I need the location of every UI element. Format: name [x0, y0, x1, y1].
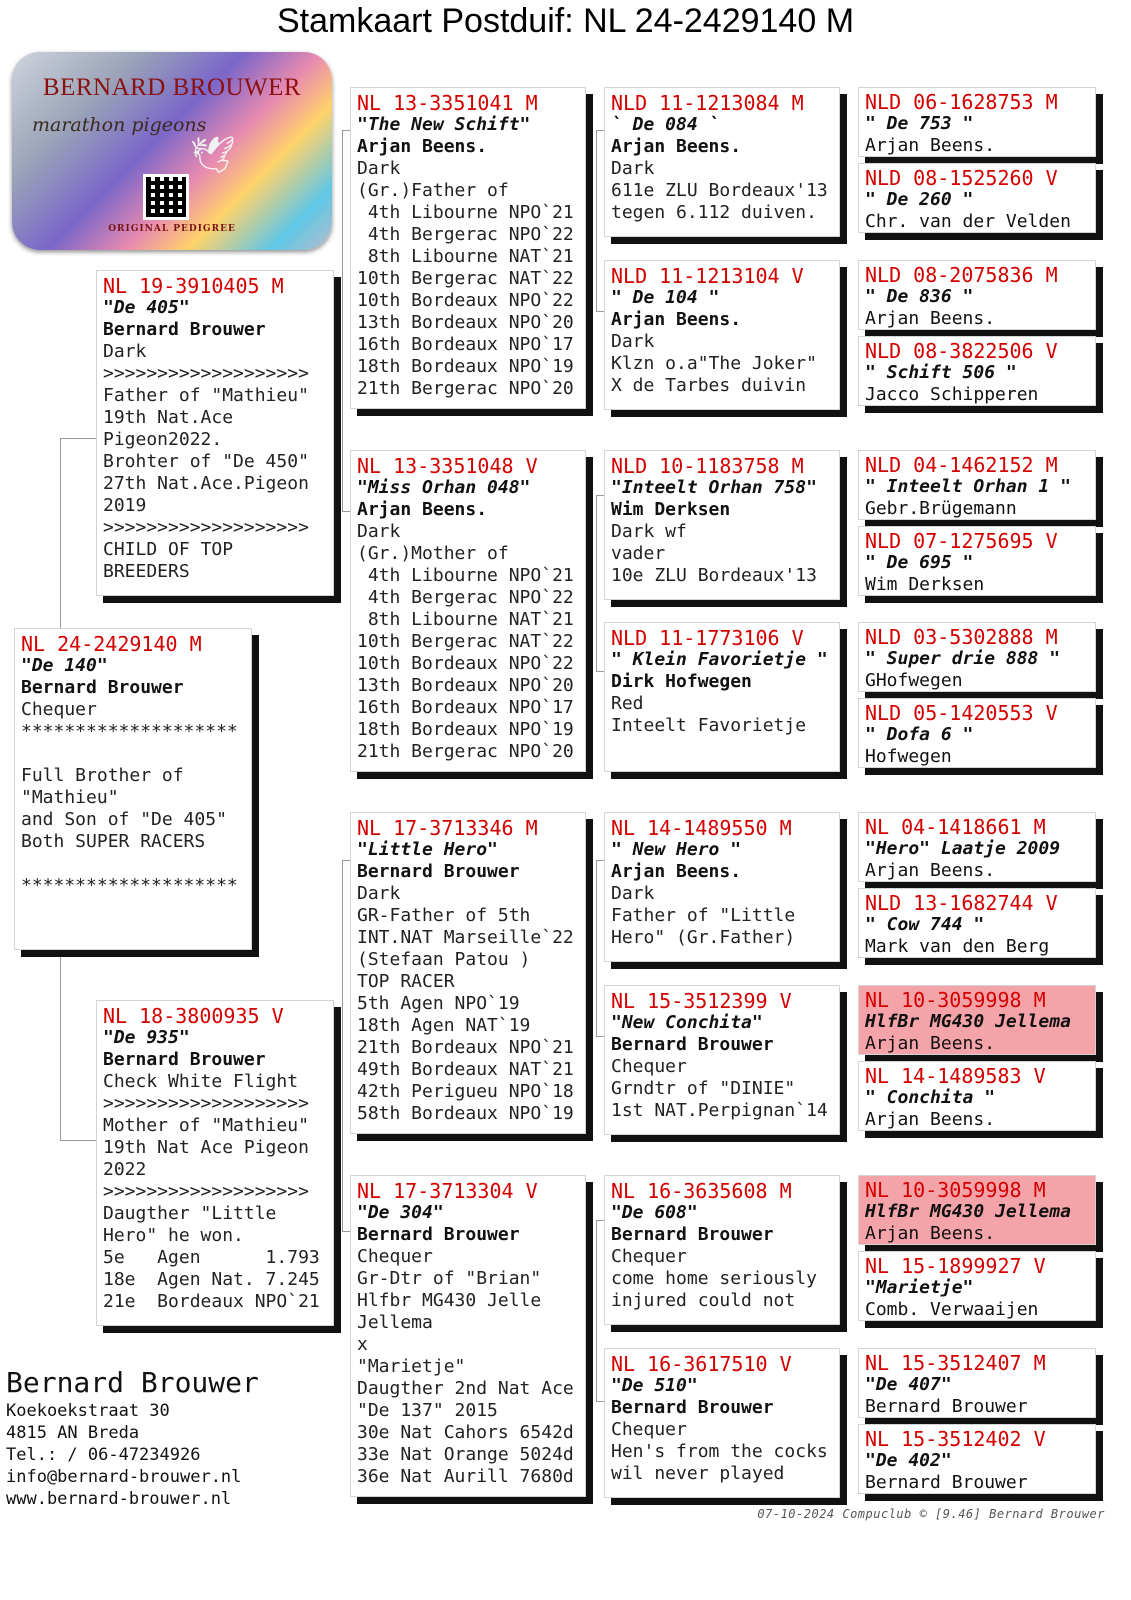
- pigeon-card-gen2[interactable]: [350, 1175, 586, 1497]
- pigeon-name: " Conchita ": [865, 1087, 996, 1108]
- pigeon-notes: [611, 1441, 833, 1485]
- note-line: Hero" he won.: [103, 1225, 244, 1246]
- ring-number: NL 04-1418661 M: [865, 815, 1046, 839]
- note-line: >>>>>>>>>>>>>>>>>>>: [103, 363, 309, 384]
- pigeon-card-gen3[interactable]: [604, 1348, 840, 1498]
- pigeon-color: Dark: [611, 158, 655, 179]
- ring-number: NL 10-3059998 M: [865, 988, 1046, 1012]
- pigeon-name: ` De 084 `: [611, 114, 720, 135]
- pigeon-notes: [611, 543, 833, 587]
- breeder-name: Chr. van der Velden: [865, 211, 1071, 232]
- pigeon-name: " De 260 ": [865, 189, 974, 210]
- pigeon-card-gen4[interactable]: [858, 450, 1096, 520]
- breeder-name: Bernard Brouwer: [611, 1034, 774, 1055]
- pigeon-card-gen3[interactable]: [604, 1175, 840, 1325]
- note-line: ********************: [21, 721, 238, 742]
- note-line: 10th Bergerac NAT`22: [357, 631, 574, 652]
- breeder-name: Hofwegen: [865, 746, 952, 767]
- breeder-name: Bernard Brouwer: [103, 319, 266, 340]
- logo-badge: ORIGINAL PEDIGREE: [108, 224, 236, 234]
- ring-number: NL 17-3713346 M: [357, 816, 538, 840]
- breeder-name: Wim Derksen: [611, 499, 731, 520]
- note-line: Brohter of "De 450": [103, 451, 309, 472]
- note-line: 18e Agen Nat. 7.245: [103, 1269, 320, 1290]
- pigeon-card-gen4[interactable]: [858, 1061, 1096, 1131]
- breeder-name: Bernard Brouwer: [103, 1049, 266, 1070]
- ring-number: NLD 05-1420553 V: [865, 701, 1058, 725]
- pigeon-name: " Schift 506 ": [865, 362, 1017, 383]
- pigeon-notes: [103, 363, 327, 583]
- breeder-name: Bernard Brouwer: [357, 861, 520, 882]
- note-line: and Son of "De 405": [21, 809, 227, 830]
- breeder-name: Arjan Beens.: [865, 1223, 996, 1244]
- pigeon-name: " De 836 ": [865, 286, 974, 307]
- pigeon-card-gen4[interactable]: [858, 698, 1096, 768]
- pigeon-card-gen3[interactable]: [604, 812, 840, 962]
- pigeon-notes: [611, 1268, 833, 1312]
- note-line: Pigeon2022.: [103, 429, 223, 450]
- note-line: 16th Bordeaux NPO`17: [357, 334, 574, 355]
- pigeon-name: " De 104 ": [611, 287, 720, 308]
- note-line: Hlfbr MG430 Jelle: [357, 1290, 542, 1311]
- note-line: CHILD OF TOP: [103, 539, 234, 560]
- pigeon-name: "Little Hero": [357, 839, 498, 860]
- note-line: (Gr.)Mother of: [357, 543, 509, 564]
- breeder-name: Bernard Brouwer: [865, 1396, 1028, 1417]
- breeder-name: Arjan Beens.: [357, 136, 488, 157]
- owner-name: Bernard Brouwer: [6, 1366, 259, 1399]
- ring-number: NLD 10-1183758 M: [611, 454, 804, 478]
- note-line: 58th Bordeaux NPO`19: [357, 1103, 574, 1124]
- pigeon-color: Chequer: [21, 699, 97, 720]
- pigeon-card-sire[interactable]: [96, 270, 334, 596]
- note-line: 33e Nat Orange 5024d: [357, 1444, 574, 1465]
- pigeon-card-subject[interactable]: [14, 628, 252, 950]
- connector-line: [60, 950, 97, 1141]
- breeder-name: Arjan Beens.: [865, 1109, 996, 1130]
- pigeon-notes: [611, 1078, 833, 1122]
- breeder-name: Gebr.Brügemann: [865, 498, 1017, 519]
- breeder-name: Arjan Beens.: [611, 136, 742, 157]
- pigeon-notes: [611, 905, 833, 949]
- ring-number: NL 19-3910405 M: [103, 274, 284, 298]
- pigeon-card-gen4[interactable]: [858, 1348, 1096, 1418]
- note-line: Father of "Mathieu": [103, 385, 309, 406]
- owner-phone[interactable]: Tel.: / 06-47234926: [6, 1445, 201, 1465]
- breeder-name: Bernard Brouwer: [21, 677, 184, 698]
- pigeon-color: Dark: [611, 331, 655, 352]
- breeder-name: Arjan Beens.: [611, 309, 742, 330]
- note-line: 21th Bergerac NPO`20: [357, 378, 574, 399]
- pigeon-name: "De 608": [611, 1202, 698, 1223]
- pigeon-name: " De 695 ": [865, 552, 974, 573]
- pigeon-name: " Super drie 888 ": [865, 648, 1061, 669]
- note-line: Daugther "Little: [103, 1203, 277, 1224]
- note-line: Klzn o.a"The Joker": [611, 353, 817, 374]
- pigeon-name: "New Conchita": [611, 1012, 763, 1033]
- qr-code-icon: [143, 174, 189, 220]
- pigeon-name: "De 304": [357, 1202, 444, 1223]
- ring-number: NL 14-1489583 V: [865, 1064, 1046, 1088]
- note-line: [21, 743, 245, 765]
- dove-icon: 🕊: [190, 135, 236, 176]
- ring-number: NL 15-1899927 V: [865, 1254, 1046, 1278]
- pigeon-name: "De 407": [865, 1374, 952, 1395]
- pigeon-name: "De 140": [21, 655, 108, 676]
- breeder-name: Arjan Beens.: [865, 860, 996, 881]
- breeder-name: Arjan Beens.: [865, 135, 996, 156]
- note-line: TOP RACER: [357, 971, 455, 992]
- note-line: (Gr.)Father of: [357, 180, 509, 201]
- note-line: [21, 853, 245, 875]
- note-line: Both SUPER RACERS: [21, 831, 206, 852]
- ring-number: NL 13-3351048 V: [357, 454, 538, 478]
- note-line: "Marietje": [357, 1356, 466, 1377]
- note-line: 4th Bergerac NPO`22: [357, 587, 574, 608]
- breeder-name: Jacco Schipperen: [865, 384, 1039, 405]
- pigeon-card-gen4[interactable]: [858, 1175, 1096, 1245]
- breeder-name: Mark van den Berg: [865, 936, 1050, 957]
- note-line: 13th Bordeaux NPO`20: [357, 312, 574, 333]
- pigeon-notes: [357, 180, 579, 400]
- pigeon-card-gen4[interactable]: [858, 260, 1096, 330]
- logo-brand: BERNARD BROUWER: [42, 74, 302, 101]
- breeder-name: Arjan Beens.: [357, 499, 488, 520]
- note-line: 13th Bordeaux NPO`20: [357, 675, 574, 696]
- pigeon-notes: [357, 1268, 579, 1488]
- pigeon-name: "Miss Orhan 048": [357, 477, 531, 498]
- ring-number: NL 18-3800935 V: [103, 1004, 284, 1028]
- pigeon-card-gen4[interactable]: [858, 985, 1096, 1055]
- pigeon-card-gen4[interactable]: [858, 888, 1096, 958]
- ring-number: NL 15-3512407 M: [865, 1351, 1046, 1375]
- ring-number: NLD 08-2075836 M: [865, 263, 1058, 287]
- note-line: >>>>>>>>>>>>>>>>>>>: [103, 517, 309, 538]
- pigeon-card-gen2[interactable]: [350, 87, 586, 409]
- breeder-name: Dirk Hofwegen: [611, 671, 752, 692]
- ring-number: NLD 11-1773106 V: [611, 626, 804, 650]
- pigeon-card-gen3[interactable]: [604, 260, 840, 410]
- pigeon-card-gen3[interactable]: [604, 622, 840, 772]
- note-line: 30e Nat Cahors 6542d: [357, 1422, 574, 1443]
- note-line: INT.NAT Marseille`22: [357, 927, 574, 948]
- pigeon-name: "De 935": [103, 1027, 190, 1048]
- pigeon-notes: [357, 543, 579, 763]
- footer-credit: 07-10-2024 Compuclub © [9.46] Bernard Brouwer: [757, 1507, 1105, 1521]
- pigeon-notes: [21, 721, 245, 897]
- ring-number: NL 16-3635608 M: [611, 1179, 792, 1203]
- note-line: vader: [611, 543, 666, 564]
- pigeon-card-gen4[interactable]: [858, 622, 1096, 692]
- pigeon-notes: [103, 1093, 327, 1313]
- breeder-name: Bernard Brouwer: [611, 1224, 774, 1245]
- note-line: Full Brother of: [21, 765, 184, 786]
- pigeon-color: Red: [611, 693, 644, 714]
- breeder-name: Bernard Brouwer: [357, 1224, 520, 1245]
- pigeon-name: "De 405": [103, 297, 190, 318]
- ring-number: NLD 13-1682744 V: [865, 891, 1058, 915]
- ring-number: NLD 06-1628753 M: [865, 90, 1058, 114]
- note-line: 18th Bordeaux NPO`19: [357, 719, 574, 740]
- pigeon-card-gen4[interactable]: [858, 812, 1096, 882]
- note-line: 10th Bordeaux NPO`22: [357, 653, 574, 674]
- note-line: injured could not: [611, 1290, 796, 1311]
- ring-number: NL 13-3351041 M: [357, 91, 538, 115]
- pigeon-name: " Cow 744 ": [865, 914, 985, 935]
- note-line: "Mathieu": [21, 787, 119, 808]
- note-line: X de Tarbes duivin: [611, 375, 807, 396]
- breeder-name: GHofwegen: [865, 670, 963, 691]
- pigeon-color: Dark: [611, 883, 655, 904]
- pigeon-color: Chequer: [611, 1056, 687, 1077]
- pigeon-color: Chequer: [611, 1419, 687, 1440]
- breeder-name: Bernard Brouwer: [865, 1472, 1028, 1493]
- pigeon-name: HlfBr MG430 Jellema: [865, 1201, 1071, 1222]
- note-line: 4th Libourne NPO`21: [357, 202, 574, 223]
- note-line: 42th Perigueu NPO`18: [357, 1081, 574, 1102]
- pigeon-card-gen3[interactable]: [604, 87, 840, 237]
- pigeon-color: Chequer: [357, 1246, 433, 1267]
- pigeon-name: "De 510": [611, 1375, 698, 1396]
- note-line: Jellema: [357, 1312, 433, 1333]
- note-line: 18th Bordeaux NPO`19: [357, 356, 574, 377]
- pigeon-card-gen4[interactable]: [858, 336, 1096, 406]
- note-line: (Stefaan Patou ): [357, 949, 531, 970]
- breeder-name: Arjan Beens.: [865, 1033, 996, 1054]
- pigeon-color: Dark: [357, 521, 401, 542]
- note-line: 21e Bordeaux NPO`21: [103, 1291, 320, 1312]
- owner-address: [6, 1366, 259, 1510]
- pigeon-name: " Dofa 6 ": [865, 724, 974, 745]
- pigeon-name: " New Hero ": [611, 839, 742, 860]
- pigeon-card-gen4[interactable]: [858, 87, 1096, 157]
- owner-street: Koekoekstraat 30: [6, 1401, 170, 1421]
- pigeon-card-gen4[interactable]: [858, 1424, 1096, 1494]
- note-line: 10th Bordeaux NPO`22: [357, 290, 574, 311]
- note-line: 21th Bergerac NPO`20: [357, 741, 574, 762]
- note-line: come home seriously: [611, 1268, 817, 1289]
- note-line: "De 137" 2015: [357, 1400, 498, 1421]
- breeder-name: Bernard Brouwer: [611, 1397, 774, 1418]
- note-line: Mother of "Mathieu": [103, 1115, 309, 1136]
- ring-number: NL 24-2429140 M: [21, 632, 202, 656]
- pigeon-card-gen4[interactable]: [858, 163, 1096, 233]
- note-line: GR-Father of 5th: [357, 905, 531, 926]
- note-line: Gr-Dtr of "Brian": [357, 1268, 542, 1289]
- note-line: 10th Bergerac NAT`22: [357, 268, 574, 289]
- note-line: 36e Nat Aurill 7680d: [357, 1466, 574, 1487]
- ring-number: NLD 11-1213084 M: [611, 91, 804, 115]
- pigeon-name: " De 753 ": [865, 113, 974, 134]
- pigeon-name: " Inteelt Orhan 1 ": [865, 476, 1071, 497]
- pigeon-name: " Klein Favorietje ": [611, 649, 828, 670]
- pigeon-name: HlfBr MG430 Jellema: [865, 1011, 1071, 1032]
- page-title: Stamkaart Postduif: NL 24-2429140 M: [276, 2, 855, 40]
- note-line: 18th Agen NAT`19: [357, 1015, 531, 1036]
- ring-number: NLD 08-3822506 V: [865, 339, 1058, 363]
- breeder-name: Wim Derksen: [865, 574, 985, 595]
- breeder-logo: [12, 52, 332, 250]
- owner-website[interactable]: www.bernard-brouwer.nl: [6, 1489, 232, 1509]
- connector-line: [60, 438, 75, 628]
- ring-number: NL 17-3713304 V: [357, 1179, 538, 1203]
- note-line: 5th Agen NPO`19: [357, 993, 520, 1014]
- ring-number: NLD 04-1462152 M: [865, 453, 1058, 477]
- note-line: x: [357, 1334, 368, 1355]
- pigeon-name: "Marietje": [865, 1277, 974, 1298]
- note-line: 27th Nat.Ace.Pigeon: [103, 473, 309, 494]
- ring-number: NL 15-3512402 V: [865, 1427, 1046, 1451]
- ring-number: NLD 08-1525260 V: [865, 166, 1058, 190]
- pigeon-color: Chequer: [611, 1246, 687, 1267]
- pigeon-card-gen2[interactable]: [350, 450, 586, 772]
- pigeon-color: Dark: [103, 341, 147, 362]
- note-line: 49th Bordeaux NAT`21: [357, 1059, 574, 1080]
- pigeon-color: Dark: [357, 158, 401, 179]
- note-line: 4th Libourne NPO`21: [357, 565, 574, 586]
- note-line: Daugther 2nd Nat Ace: [357, 1378, 574, 1399]
- note-line: wil never played: [611, 1463, 785, 1484]
- note-line: 21th Bordeaux NPO`21: [357, 1037, 574, 1058]
- breeder-name: Arjan Beens.: [865, 308, 996, 329]
- note-line: 8th Libourne NAT`21: [357, 246, 574, 267]
- owner-email[interactable]: info@bernard-brouwer.nl: [6, 1467, 242, 1487]
- ring-number: NLD 11-1213104 V: [611, 264, 804, 288]
- note-line: >>>>>>>>>>>>>>>>>>>: [103, 1181, 309, 1202]
- ring-number: NLD 03-5302888 M: [865, 625, 1058, 649]
- note-line: 2022: [103, 1159, 147, 1180]
- pigeon-notes: [611, 715, 833, 737]
- ring-number: NL 15-3512399 V: [611, 989, 792, 1013]
- pigeon-name: "De 402": [865, 1450, 952, 1471]
- owner-postcode: 4815 AN Breda: [6, 1423, 140, 1443]
- pigeon-card-gen3[interactable]: [604, 450, 840, 600]
- pigeon-card-gen3[interactable]: [604, 985, 840, 1135]
- ring-number: NL 10-3059998 M: [865, 1178, 1046, 1202]
- pigeon-notes: [611, 353, 833, 397]
- note-line: ********************: [21, 875, 238, 896]
- ring-number: NL 16-3617510 V: [611, 1352, 792, 1376]
- breeder-name: Comb. Verwaaijen: [865, 1299, 1039, 1320]
- note-line: 8th Libourne NAT`21: [357, 609, 574, 630]
- pigeon-notes: [611, 180, 833, 224]
- logo-subtitle: marathon pigeons: [32, 114, 207, 136]
- pigeon-card-gen2[interactable]: [350, 812, 586, 1134]
- note-line: 1st NAT.Perpignan`14: [611, 1100, 828, 1121]
- pigeon-color: Dark: [357, 883, 401, 904]
- pigeon-name: "Inteelt Orhan 758": [611, 477, 817, 498]
- note-line: BREEDERS: [103, 561, 190, 582]
- note-line: 5e Agen 1.793: [103, 1247, 320, 1268]
- note-line: Hen's from the cocks: [611, 1441, 828, 1462]
- note-line: tegen 6.112 duiven.: [611, 202, 817, 223]
- note-line: Hero" (Gr.Father): [611, 927, 796, 948]
- note-line: Grndtr of "DINIE": [611, 1078, 796, 1099]
- note-line: >>>>>>>>>>>>>>>>>>>: [103, 1093, 309, 1114]
- note-line: 10e ZLU Bordeaux'13: [611, 565, 817, 586]
- pigeon-color: Dark wf: [611, 521, 687, 542]
- note-line: Inteelt Favorietje: [611, 715, 807, 736]
- ring-number: NLD 07-1275695 V: [865, 529, 1058, 553]
- note-line: 16th Bordeaux NPO`17: [357, 697, 574, 718]
- pigeon-card-dam[interactable]: [96, 1000, 334, 1326]
- pigeon-notes: [357, 905, 579, 1125]
- pigeon-card-gen4[interactable]: [858, 1251, 1096, 1321]
- note-line: 611e ZLU Bordeaux'13: [611, 180, 828, 201]
- note-line: Father of "Little: [611, 905, 796, 926]
- note-line: 2019: [103, 495, 147, 516]
- pigeon-name: "The New Schift": [357, 114, 531, 135]
- note-line: 4th Bergerac NPO`22: [357, 224, 574, 245]
- pigeon-color: Check White Flight: [103, 1071, 299, 1092]
- note-line: 19th Nat.Ace: [103, 407, 234, 428]
- note-line: 19th Nat Ace Pigeon: [103, 1137, 309, 1158]
- breeder-name: Arjan Beens.: [611, 861, 742, 882]
- ring-number: NL 14-1489550 M: [611, 816, 792, 840]
- pigeon-name: "Hero" Laatje 2009: [865, 838, 1061, 859]
- pigeon-card-gen4[interactable]: [858, 526, 1096, 596]
